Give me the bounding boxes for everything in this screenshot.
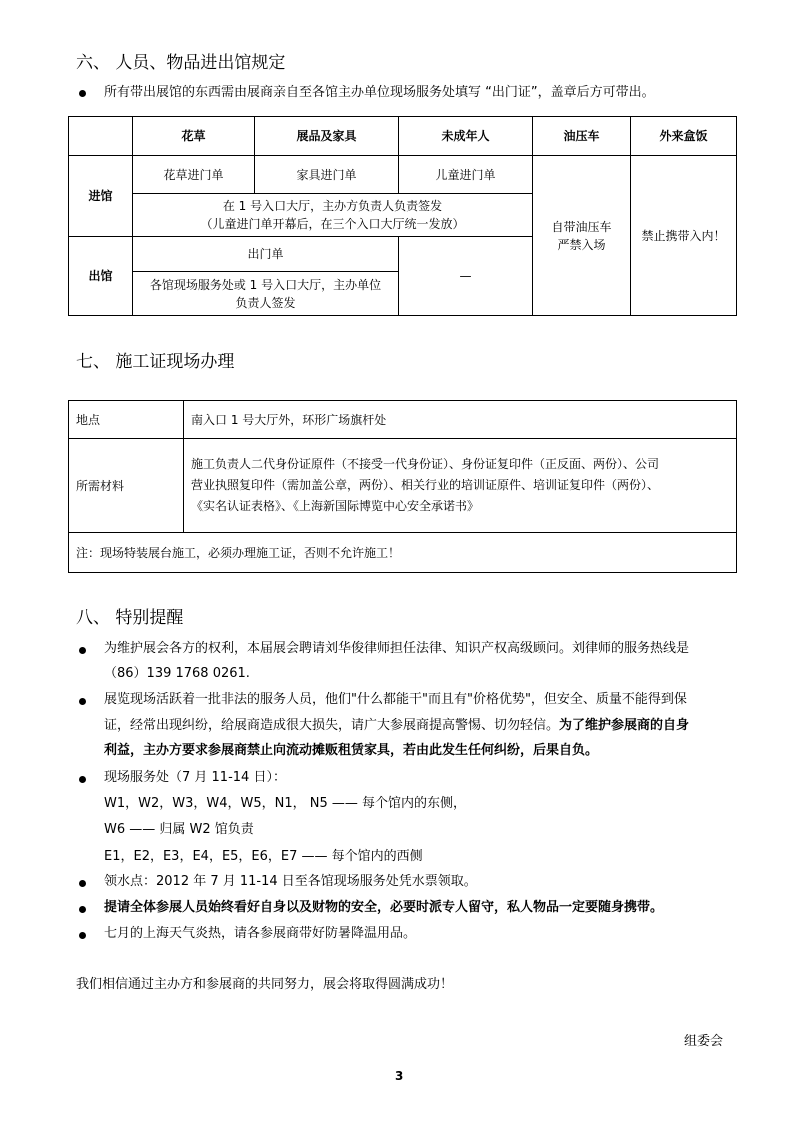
illegal-service-line-2: 证，经常出现纠纷，给展商造成很大损失，请广大参展商提高警惕、切勿轻信。为了维护参展商的自身 (104, 718, 690, 733)
signature-committee: 组委会 (684, 1034, 724, 1049)
section-8-title: 八、 特别提醒 (76, 608, 184, 628)
location-label: 地点 (69, 401, 184, 439)
row-label-entry: 进馆 (69, 156, 133, 237)
bullet-icon (79, 90, 86, 97)
water-point: 领水点：2012 年 7 月 11-14 日至各馆现场服务处凭水票领取。 (104, 874, 477, 889)
safety-notice: 提请全体参展人员始终看好自身以及财物的安全，必要时派专人留守，私人物品一定要随身携带。 (104, 900, 664, 915)
header-exhibits: 展品及家具 (255, 117, 399, 156)
lawyer-hotline: （86）139 1768 0261. (104, 666, 250, 681)
illegal-service-line-1: 展览现场活跃着一批非法的服务人员，他们"什么都能干"而且有"价格优势"，但安全、质量不能得到保 (104, 692, 687, 707)
bullet-icon (79, 880, 86, 887)
section-7-title: 七、 施工证现场办理 (76, 352, 235, 372)
permit-table (68, 400, 737, 573)
minor-exit-dash: — (399, 237, 533, 316)
closing-statement: 我们相信通过主办方和参展商的共同努力，展会将取得圆满成功！ (76, 977, 454, 992)
service-desk-title: 现场服务处（7 月 11-14 日）： (104, 770, 286, 785)
furniture-entry-form: 家具进门单 (255, 156, 399, 194)
header-empty-cell (69, 117, 133, 156)
bullet-icon (79, 647, 86, 654)
lunch-rule: 禁止携带入内！ (631, 156, 737, 316)
exit-sign-info: 各馆现场服务处或 1 号入口大厅，主办单位 负责人签发 (133, 272, 399, 316)
flower-entry-form: 花草进门单 (133, 156, 255, 194)
header-flowers: 花草 (133, 117, 255, 156)
header-lunch: 外来盒饭 (631, 117, 737, 156)
service-desk-w6: W6 —— 归属 W2 馆负责 (104, 822, 254, 837)
entry-sign-info: 在 1 号入口大厅，主办方负责人负责签发 （儿童进门单开幕后，在三个入口大厅统一发放） (133, 194, 533, 237)
materials-label: 所需材料 (69, 439, 184, 533)
page-number: 3 (395, 1069, 404, 1083)
bullet-icon (79, 906, 86, 913)
bullet-icon (79, 776, 86, 783)
illegal-service-line-3: 利益，主办方要求参展商禁止向流动摊贩租赁家具，若由此发生任何纠纷，后果自负。 (104, 743, 599, 758)
permit-note: 注：现场特装展台施工，必须办理施工证，否则不允许施工！ (69, 533, 737, 573)
section-6-title: 六、 人员、物品进出馆规定 (76, 53, 286, 73)
service-desk-e-halls: E1，E2，E3，E4，E5，E6，E7 —— 每个馆内的西侧 (104, 849, 423, 864)
row-label-exit: 出馆 (69, 237, 133, 316)
exit-form: 出门单 (133, 237, 399, 272)
bullet-icon (79, 698, 86, 705)
entry-exit-table (68, 116, 737, 316)
service-desk-w-halls: W1，W2，W3，W4，W5，N1， N5 —— 每个馆内的东侧， (104, 796, 467, 811)
weather-notice: 七月的上海天气炎热，请各参展商带好防暑降温用品。 (104, 926, 417, 941)
lawyer-notice-line-1: 为维护展会各方的权利，本届展会聘请刘华俊律师担任法律、知识产权高级顾问。刘律师的服务热线是 (104, 641, 690, 656)
section-6-note: 所有带出展馆的东西需由展商亲自至各馆主办单位现场服务处填写 “出门证”，盖章后方可带出。 (104, 85, 655, 100)
header-truck: 油压车 (533, 117, 631, 156)
child-entry-form: 儿童进门单 (399, 156, 533, 194)
materials-value: 施工负责人二代身份证原件（不接受一代身份证）、身份证复印件（正反面、两份）、公司 营业执照复印件（需加盖公章，两份）、相关行业的培训证原件、培训证复印件（两份）、 《实名认证表格》、《上海新国际博览中心安全承诺书》 (184, 439, 737, 533)
bullet-icon (79, 932, 86, 939)
header-minors: 未成年人 (399, 117, 533, 156)
truck-rule: 自带油压车 严禁入场 (533, 156, 631, 316)
location-value: 南入口 1 号大厅外，环形广场旗杆处 (184, 401, 737, 439)
